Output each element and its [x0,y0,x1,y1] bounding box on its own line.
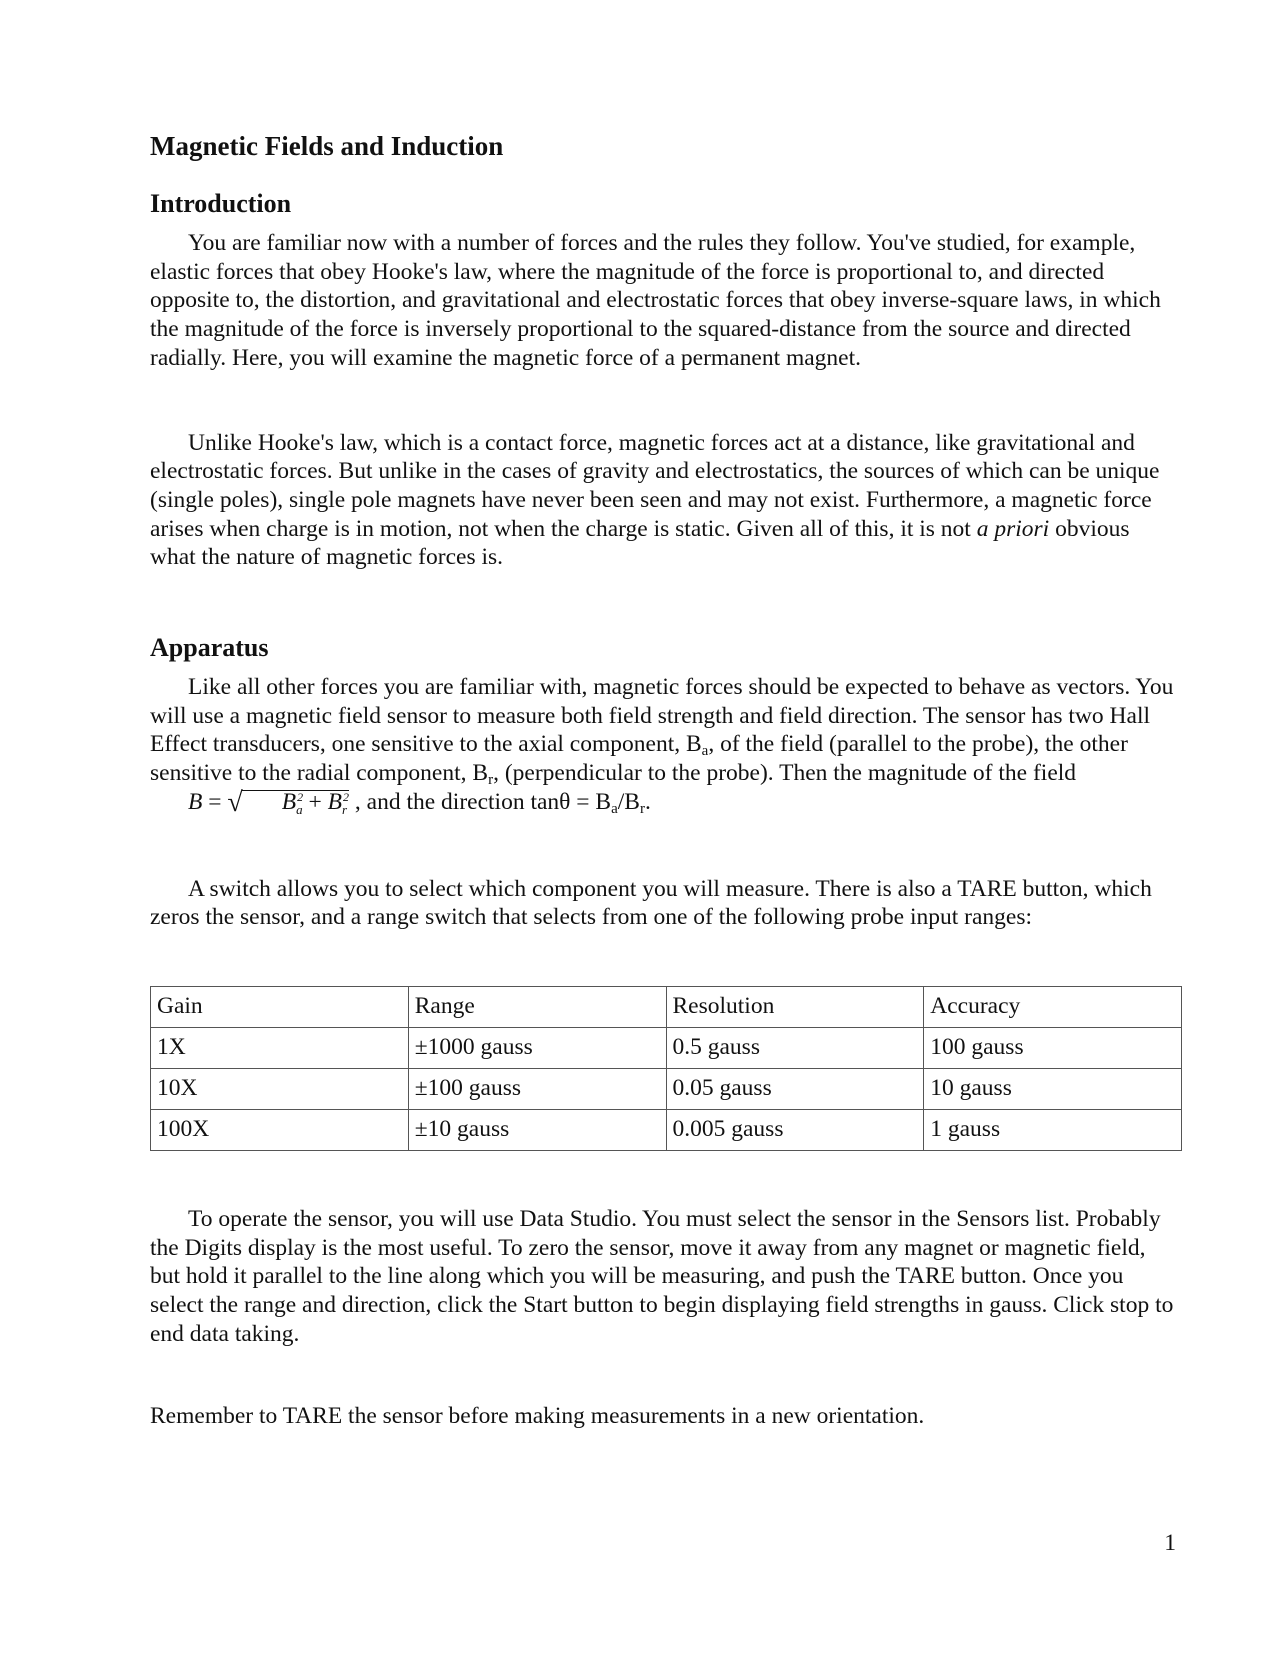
magnitude-formula [150,788,349,818]
table-header-row [151,986,1182,1027]
cell-gain: 10X [151,1068,409,1109]
introduction-heading: Introduction [150,189,292,218]
app-p1-part5: /B [617,788,640,815]
page-number: 1 [1164,1530,1176,1556]
app-p1-part1: Like all other forces you are familiar with, magnetic forces should be expected to behave as vectors. You will use a magnetic field sensor to measure both field strength and field direction. The sensor has two Hall Effect transducers, one sensitive to the axial component, B [150,674,1174,758]
table-row [151,1027,1182,1068]
intro-p2-end: obvious what the nature of magnetic forces is. [150,515,1130,571]
cell-range: ±1000 gauss [408,1027,666,1068]
header-resolution: Resolution [666,986,924,1027]
sub-a: a [701,743,709,760]
formula-plus: + [308,788,322,815]
formula-radicand [242,788,349,817]
table-row [151,1068,1182,1109]
table-row [151,1109,1182,1150]
formula-equals: = [208,788,222,815]
cell-gain: 100X [151,1109,409,1150]
formula-sup-2: 2 [342,789,349,804]
a-priori-italic: a priori [976,515,1050,542]
introduction-paragraph-2 [150,429,1180,573]
formula-b: B [188,788,203,815]
formula-ba: B [281,788,297,815]
document-title: Magnetic Fields and Induction [150,131,504,161]
sqrt-icon: √ [227,786,243,818]
header-accuracy: Accuracy [924,986,1182,1027]
cell-resolution: 0.05 gauss [666,1068,924,1109]
cell-resolution: 0.5 gauss [666,1027,924,1068]
cell-gain: 1X [151,1027,409,1068]
app-p1-part3: , (perpendicular to the probe). Then the magnitude of the field [493,760,1077,787]
apparatus-paragraph-2: A switch allows you to select which component you will measure. There is also a TARE button, which zeros the sensor, and a range switch that selects from one of the following probe input ranges: [150,875,1152,931]
app-p1-part2: , of the field (parallel to the probe), the other sensitive to the radial component, B [150,731,1128,787]
cell-accuracy: 100 gauss [924,1027,1182,1068]
sub-r-2: r [640,800,645,817]
cell-resolution: 0.005 gauss [666,1109,924,1150]
sub-r: r [488,772,494,789]
cell-accuracy: 1 gauss [924,1109,1182,1150]
apparatus-heading: Apparatus [150,633,269,663]
formula-sup-1: 2 [297,789,304,804]
cell-accuracy: 10 gauss [924,1068,1182,1109]
probe-ranges-table [150,986,1182,1151]
cell-range: ±100 gauss [408,1068,666,1109]
intro-p2-text: Unlike Hooke's law, which is a contact force, magnetic forces act at a distance, like gravitational and electrostatic forces. But unlike in the cases of gravity and electrostatics, the sources of which can be unique (single poles), single pole magnets have never been seen and may not exist. Furthermore, a magnetic force arises when charge is in motion, not when the charge is static. Given all of this, it is not [150,429,1160,542]
cell-range: ±10 gauss [408,1109,666,1150]
apparatus-paragraph-3: To operate the sensor, you will use Data Studio. You must select the sensor in the Sensors list. Probably the Digits display is the most useful. To zero the sensor, move it away from any magnet or magnetic field, but hold it parallel to the line along which you will be measuring, and push the TARE button. Once you select the range and direction, click the Start button to begin displaying field strengths in gauss. Click stop to end data taking. [150,1205,1174,1347]
app-p1-end: . [645,788,651,815]
app-p1-part4: , and the direction tanθ = B [354,788,612,815]
formula-br: B [327,788,342,815]
apparatus-paragraph-1 [150,673,1180,818]
apparatus-paragraph-4: Remember to TARE the sensor before making measurements in a new orientation. [150,1403,925,1430]
header-range: Range [408,986,666,1027]
document-page [150,130,1180,1431]
formula-sub-a: a [296,801,303,817]
sub-a-2: a [611,800,618,817]
formula-sub-r: r [341,801,348,817]
header-gain: Gain [151,986,409,1027]
introduction-paragraph-1: You are familiar now with a number of forces and the rules they follow. You've studied, for example, elastic forces that obey Hooke's law, where the magnitude of the force is proportional to, and directed opposite to, the distortion, and gravitational and electrostatic forces that obey inverse-square laws, in which the magnitude of the force is inversely proportional to the squared-distance from the source and directed radially. Here, you will examine the magnetic force of a permanent magnet. [150,230,1161,371]
